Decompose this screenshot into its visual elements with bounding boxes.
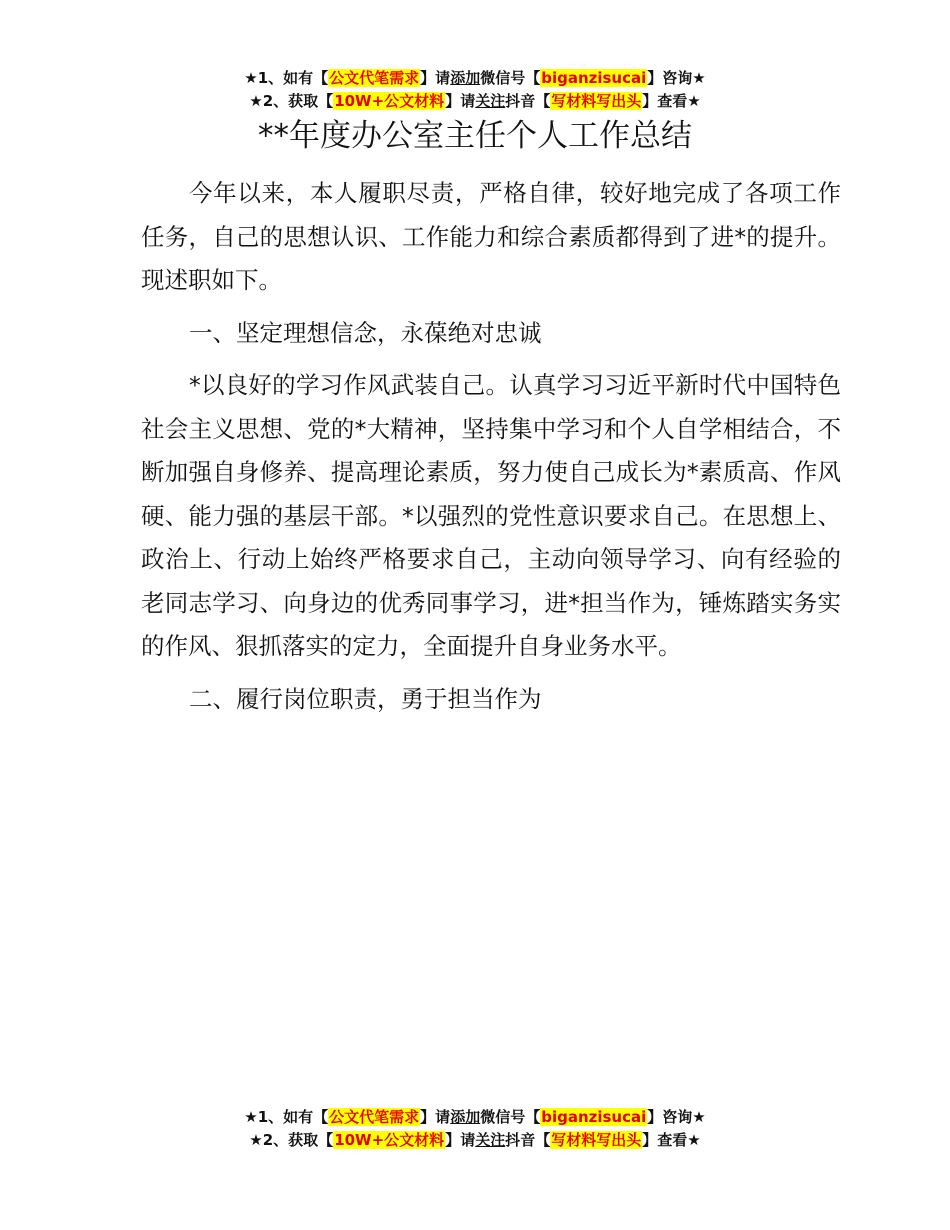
document-body	[141, 172, 841, 730]
header-banner	[0, 67, 950, 113]
banner-text: ★1、如有【	[244, 1108, 329, 1126]
banner-underlined-text: 添加	[450, 69, 481, 87]
document-title: **年度办公室主任个人工作总结	[258, 118, 692, 154]
banner-text: 】查看★	[642, 1131, 701, 1149]
footer-banner	[0, 1106, 950, 1152]
highlight-douyin-id: 写材料写出头	[551, 1131, 642, 1149]
banner-text: 微信号【	[480, 1108, 541, 1126]
paragraph-study: *以良好的学习作风武装自己。认真学习习近平新时代中国特色社会主义思想、党的*大精神，坚持集中学习和个人自学相结合，不断加强自身修养、提高理论素质，努力使自己成长为*素质高、作风硬、能力强的基层干部。*以强烈的党性意识要求自己。在思想上、政治上、行动上始终严格要求自己，主动向领导学习、向有经验的老同志学习、向身边的优秀同事学习，进*担当作为，锤炼踏实务实的作风、狠抓落实的定力，全面提升自身业务水平。	[141, 371, 841, 660]
banner-text: 】请	[420, 1108, 451, 1126]
banner-text: ★2、获取【	[249, 1131, 334, 1149]
highlight-materials: 10W+公文材料	[334, 1131, 445, 1149]
banner-text: 微信号【	[480, 69, 541, 87]
banner-underlined-text: 关注	[475, 1131, 506, 1149]
highlight-service: 公文代笔需求	[329, 69, 420, 87]
highlight-douyin-id: 写材料写出头	[551, 92, 642, 110]
section-heading-1: 一、坚定理想信念，永葆绝对忠诚	[189, 318, 542, 347]
highlight-materials: 10W+公文材料	[334, 92, 445, 110]
banner-text: 】请	[445, 92, 476, 110]
banner-line-2	[0, 90, 950, 113]
banner-text: 抖音【	[505, 92, 551, 110]
banner-text: 】咨询★	[647, 69, 706, 87]
banner-line-2	[0, 1129, 950, 1152]
banner-line-1	[0, 1106, 950, 1129]
section-heading-2: 二、履行岗位职责，勇于担当作为	[189, 684, 542, 713]
highlight-service: 公文代笔需求	[329, 1108, 420, 1126]
highlight-wechat-id: biganzisucai	[541, 1108, 647, 1126]
banner-text: ★1、如有【	[244, 69, 329, 87]
banner-text: 】查看★	[642, 92, 701, 110]
banner-text: 】请	[445, 1131, 476, 1149]
highlight-wechat-id: biganzisucai	[541, 69, 647, 87]
banner-text: 】咨询★	[647, 1108, 706, 1126]
banner-text: 抖音【	[505, 1131, 551, 1149]
banner-text: ★2、获取【	[249, 92, 334, 110]
banner-text: 】请	[420, 69, 451, 87]
banner-underlined-text: 关注	[475, 92, 506, 110]
paragraph-intro: 今年以来，本人履职尽责，严格自律，较好地完成了各项工作任务，自己的思想认识、工作能力和综合素质都得到了进*的提升。现述职如下。	[141, 179, 841, 294]
banner-underlined-text: 添加	[450, 1108, 481, 1126]
banner-line-1	[0, 67, 950, 90]
